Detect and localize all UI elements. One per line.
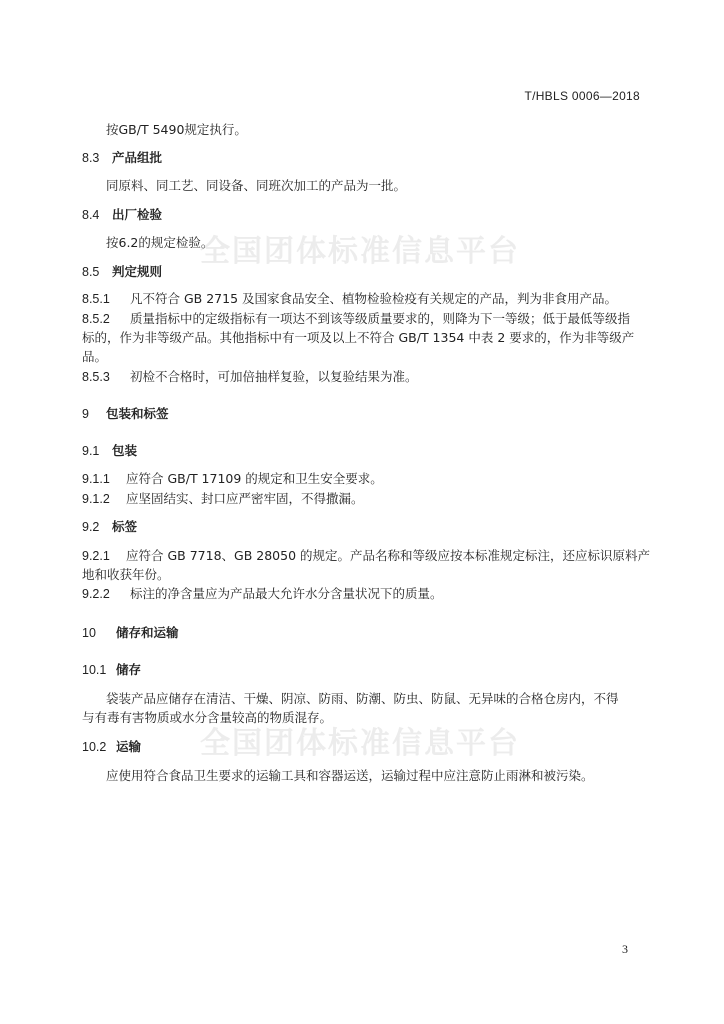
section-title: 运输	[116, 739, 142, 754]
section-number: 10.1	[82, 663, 107, 677]
clause-text: 凡不符合 GB 2715 及国家食品安全、植物检验检疫有关规定的产品，判为非食用产品。	[130, 291, 617, 306]
section-number: 9.1	[82, 444, 100, 458]
chapter-number: 9	[82, 407, 89, 421]
heading-10-1	[82, 660, 644, 678]
section-title: 标签	[112, 519, 138, 534]
heading-10-2	[82, 737, 644, 755]
clause-text: 应坚固结实、封口应严密牢固，不得撒漏。	[126, 491, 364, 506]
heading-9-1	[82, 441, 644, 459]
clause-number: 9.1.2	[82, 492, 110, 506]
clause-number: 9.1.1	[82, 472, 110, 486]
clause-9-2-1-line-2: 地和收获年份。	[82, 567, 170, 582]
clause-number: 8.5.3	[82, 370, 110, 384]
chapter-title: 储存和运输	[116, 625, 179, 640]
watermark: 全国团体标准信息平台	[200, 726, 520, 761]
clause-text: 应符合 GB/T 17109 的规定和卫生安全要求。	[126, 471, 383, 486]
clause-8-5-2	[82, 309, 644, 327]
document-code: T/HBLS 0006—2018	[524, 89, 640, 103]
clause-8-5-2-line-2: 标的，作为非等级产品。其他指标中有一项及以上不符合 GB/T 1354 中表 2 要求的，作为非等级产	[82, 330, 635, 345]
clause-9-2-2	[82, 584, 644, 602]
heading-8-3	[82, 148, 644, 166]
chapter-title: 包装和标签	[106, 406, 169, 421]
chapter-number: 10	[82, 626, 96, 640]
clause-8-5-3	[82, 367, 644, 385]
paragraph-8-4: 按6.2的规定检验。	[106, 235, 214, 250]
paragraph-8-2-tail: 按GB/T 5490规定执行。	[106, 122, 247, 137]
section-title: 产品组批	[112, 150, 163, 165]
paragraph-10-1: 袋装产品应储存在清洁、干燥、阴凉、防雨、防潮、防虫、防鼠、无异味的合格仓房内，不得	[106, 691, 619, 706]
heading-10	[82, 623, 644, 641]
paragraph-8-3: 同原料、同工艺、同设备、同班次加工的产品为一批。	[106, 178, 407, 193]
clause-9-1-2	[82, 489, 644, 507]
clause-number: 9.2.2	[82, 587, 110, 601]
clause-9-1-1	[82, 469, 644, 487]
heading-8-4	[82, 205, 644, 223]
clause-number: 8.5.2	[82, 312, 110, 326]
clause-8-5-2-line-3: 品。	[82, 349, 108, 364]
section-title: 储存	[116, 662, 142, 677]
watermark: 全国团体标准信息平台	[200, 234, 520, 269]
section-number: 8.4	[82, 208, 100, 222]
page-number: 3	[622, 942, 628, 956]
heading-9-2	[82, 517, 644, 535]
clause-8-5-1	[82, 289, 644, 307]
clause-text: 标注的净含量应为产品最大允许水分含量状况下的质量。	[130, 586, 443, 601]
heading-8-5	[82, 262, 644, 280]
section-title: 包装	[112, 443, 138, 458]
clause-number: 8.5.1	[82, 292, 110, 306]
clause-text: 质量指标中的定级指标有一项达不到该等级质量要求的，则降为下一等级；低于最低等级指	[130, 311, 631, 326]
clause-number: 9.2.1	[82, 549, 110, 563]
clause-9-2-1	[82, 546, 650, 564]
clause-text: 初检不合格时，可加倍抽样复验，以复验结果为准。	[130, 369, 418, 384]
paragraph-10-1-line-2: 与有毒有害物质或水分含量较高的物质混存。	[82, 710, 333, 725]
section-title: 出厂检验	[112, 207, 163, 222]
clause-text: 应符合 GB 7718、GB 28050 的规定。产品名称和等级应按本标准规定标注，还应标识原料产	[126, 548, 650, 563]
section-number: 8.5	[82, 265, 100, 279]
section-title: 判定规则	[112, 264, 163, 279]
heading-9	[82, 404, 644, 422]
section-number: 10.2	[82, 740, 107, 754]
section-number: 9.2	[82, 520, 100, 534]
paragraph-10-2: 应使用符合食品卫生要求的运输工具和容器运送，运输过程中应注意防止雨淋和被污染。	[106, 768, 594, 783]
section-number: 8.3	[82, 151, 100, 165]
